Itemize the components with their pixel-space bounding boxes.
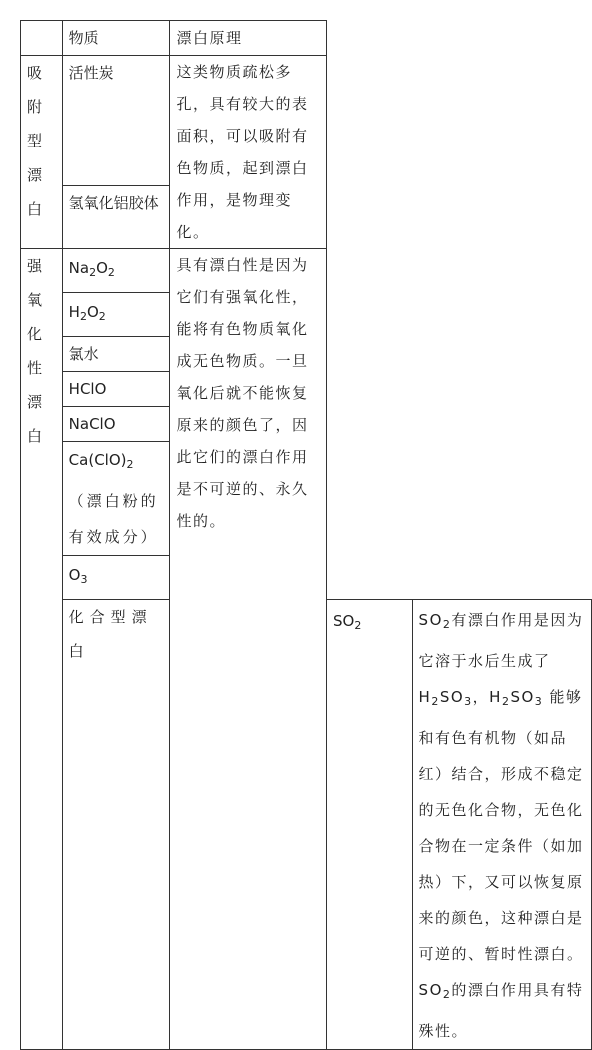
substance-cell: $Ca(ClO)_2$ （漂白粉的有效成分） (62, 442, 170, 556)
substance-cell: 氢氧化铝胶体 (62, 186, 170, 249)
header-category (21, 21, 63, 56)
substance-cell: $SO_2$ (326, 600, 412, 1050)
substance-cell: $Na_2O_2$ (62, 249, 170, 293)
principle-combination: $SO_2$有漂白作用是因为它溶于水后生成了$H_2SO_3$，$H_2SO_3$ 能够和有色有机物（如品红）结合，形成不稳定的无色化合物，无色化合物在一定条件（如加热）下，又可以恢复原来的颜色，这种漂白是可逆的、暂时性漂白。$SO_2$的漂白作用具有特殊性。 (412, 600, 591, 1050)
category-combination: 化合型漂白 (62, 600, 170, 1050)
principle-adsorption: 这类物质疏松多孔，具有较大的表面积，可以吸附有色物质，起到漂白作用，是物理变化。 (170, 56, 327, 249)
category-oxidation: 强氧化性漂白 (21, 249, 63, 1050)
principle-oxidation: 具有漂白性是因为它们有强氧化性，能将有色物质氧化成无色物质。一旦氧化后就不能恢复原来的颜色了，因此它们的漂白作用是不可逆的、永久性的。 (170, 249, 327, 1050)
table-row (21, 249, 592, 293)
header-substance: 物质 (62, 21, 170, 56)
substance-cell: NaClO (62, 407, 170, 442)
substance-cell: 活性炭 (62, 56, 170, 186)
category-adsorption: 吸附型漂白 (21, 56, 63, 249)
substance-cell: HClO (62, 372, 170, 407)
bleaching-table (20, 20, 592, 1050)
table-row (21, 56, 592, 186)
substance-cell: $H_2O_2$ (62, 293, 170, 337)
substance-cell: $O_3$ (62, 556, 170, 600)
header-row (21, 21, 592, 56)
header-principle: 漂白原理 (170, 21, 327, 56)
substance-cell: 氯水 (62, 337, 170, 372)
